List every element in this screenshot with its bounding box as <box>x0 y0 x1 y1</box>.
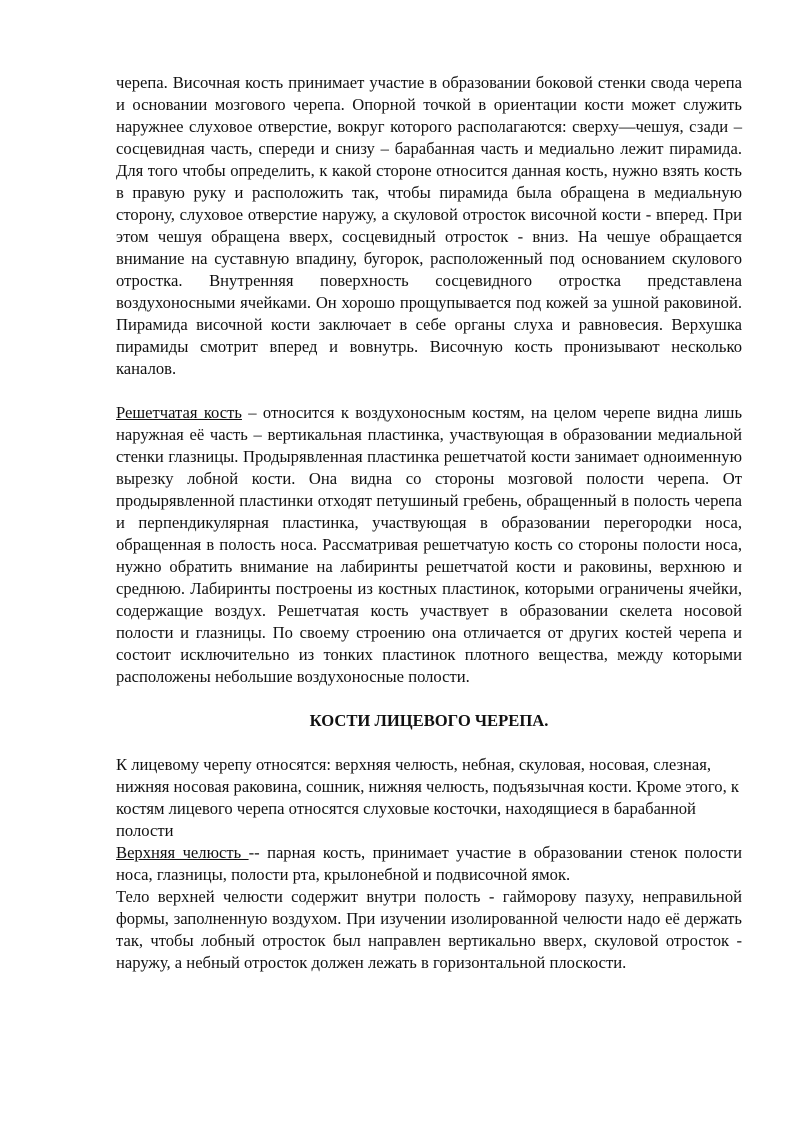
paragraph-ethmoid-bone <box>116 402 742 688</box>
paragraph-gap <box>116 380 742 402</box>
document-page <box>116 72 742 974</box>
section-heading: КОСТИ ЛИЦЕВОГО ЧЕРЕПА. <box>309 711 549 730</box>
paragraph-gap <box>116 688 742 710</box>
paragraph-maxilla-body: Тело верхней челюсти содержит внутри полость - гайморову пазуху, неправильной формы, заполненную воздухом. При изучении изолированной челюсти надо её держать так, чтобы лобный отросток был направлен вертикально вверх, скуловой отросток - наружу, а небный отросток должен лежать в горизонтальной плоскости. <box>116 887 742 972</box>
term-maxilla: Верхняя челюсть <box>116 843 249 862</box>
paragraph-maxilla <box>116 842 742 886</box>
paragraph-facial-skull: К лицевому черепу относятся: верхняя челюсть, небная, скуловая, носовая, слезная, нижняя носовая раковина, сошник, нижняя челюсть, подъязычная кости. Кроме этого, к костям лицевого черепа относятся слуховые косточки, находящиеся в барабанной полости <box>116 755 739 840</box>
ethmoid-bone-text: – относится к воздухоносным костям, на целом черепе видна лишь наружная её часть – вертикальная пластинка, участвующая в образовании медиальной стенки глазницы. Продырявленная пластинка решетчатой кости занимает одноименную вырезку лобной кости. Она видна со стороны мозговой полости черепа. От продырявленной пластинки отходят петушиный гребень, обращенный в полость черепа и перпендикулярная пластинка, участвующая в образовании перегородки носа, обращенная в полость носа. Рассматривая решетчатую кость со стороны полости носа, нужно обратить внимание на лабиринты решетчатой кости и раковины, верхнюю и среднюю. Лабиринты построены из костных пластинок, которыми ограничены ячейки, содержащие воздух. Решетчатая кость участвует в образовании скелета носовой полости и глазницы. По своему строению она отличается от других костей черепа и состоит исключительно из тонких пластинок плотного вещества, между которыми расположены небольшие воздухоносные полости. <box>116 403 743 686</box>
paragraph-gap <box>116 732 742 754</box>
maxilla-text: -- парная кость, принимает участие в образовании стенок полости носа, глазницы, полости рта, крылонебной и подвисочной ямок. <box>116 843 743 884</box>
paragraph-temporal-bone: черепа. Височная кость принимает участие в образовании боковой стенки свода черепа и основании мозгового черепа. Опорной точкой в ориентации кости может служить наружнее слуховое отверстие, вокруг которого располагаются: сверху—чешуя, сзади – сосцевидная часть, спереди и снизу – барабанная часть и медиально лежит пирамида. Для того чтобы определить, к какой стороне относится данная кость, нужно взять кость в правую руку и расположить так, чтобы пирамида была обращена в медиальную сторону, слуховое отверстие наружу, а скуловой отросток височной кости - вперед. При этом чешуя обращена вверх, сосцевидный отросток - вниз. На чешуе обращается внимание на суставную впадину, бугорок, расположенный под основанием скулового отростка. Внутренняя поверхность сосцевидного отростка представлена воздухоносными ячейками. Он хорошо прощупывается под кожей за ушной раковиной. Пирамида височной кости заключает в себе органы слуха и равновесия. Верхушка пирамиды смотрит вперед и вовнутрь. Височную кость пронизывают несколько каналов. <box>116 73 742 378</box>
term-ethmoid-bone: Решетчатая кость <box>116 403 242 422</box>
